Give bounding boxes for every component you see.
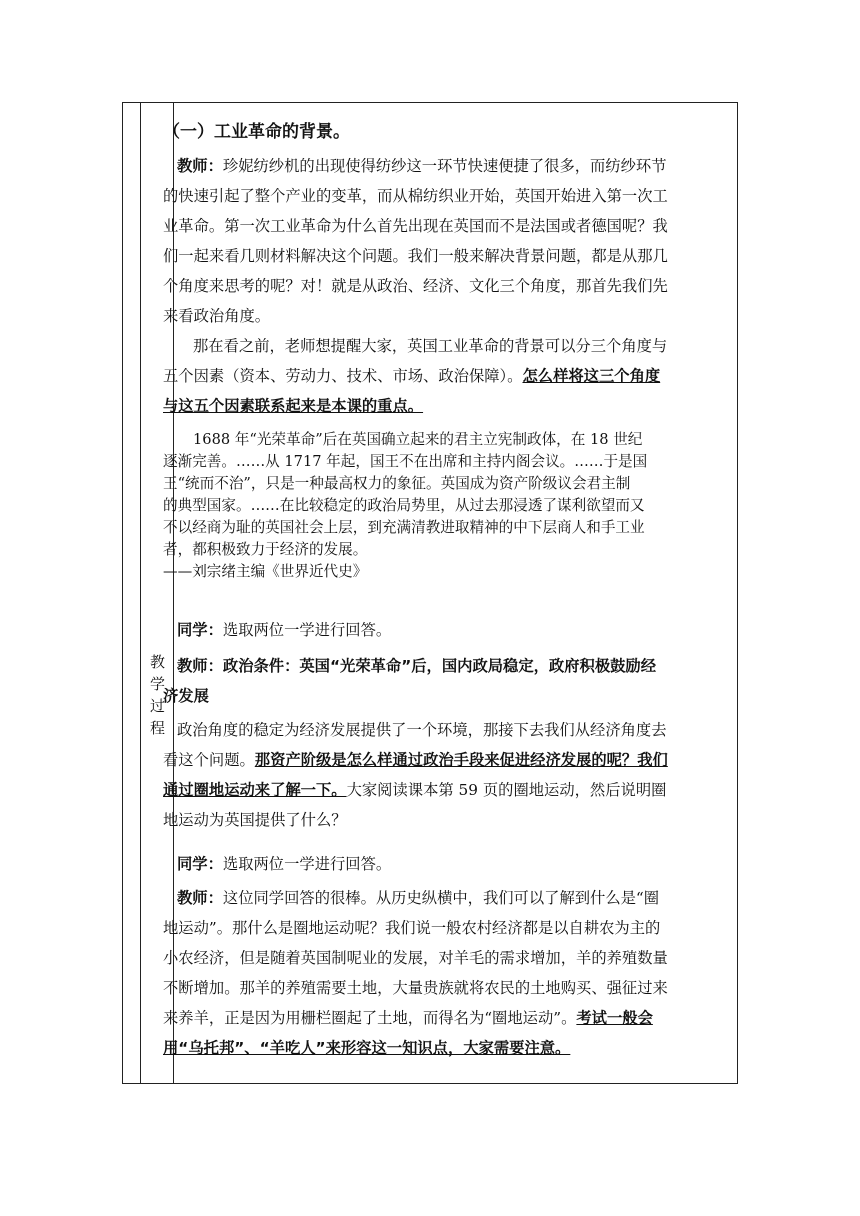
source-quote: 1688 年“光荣革命”后在英国确立起来的君主立宪制政体，在 18 世纪 逐渐完善。……从 1717 年起，国王不在出席和主持内阁会议。……于是国 王“统而不治”，只是一种最高权力的象征。英国成为资产阶级议会君主制 的典型国家。……在比较稳定的政治局势里，从过去那浸透了谋利欲望而又 不以经商为耻的英国社会上层，到充满清教进取精神的中下层商人和手工业 者，都积极致力于经济的发展。 ——刘宗绪主编《世界近代史》	[163, 429, 731, 583]
key-point-emphasis: 考试一般会	[576, 1009, 653, 1027]
key-point-emphasis: 那资产阶级是怎么样通过政治手段来促进经济发展的呢？我们	[254, 751, 668, 769]
teacher-paragraph-1: 教师：珍妮纺纱机的出现使得纺纱这一环节快速便捷了很多，而纺纱环节 的快速引起了整个产业的变革，而从棉纺织业开始，英国开始进入第一次工 业革命。第一次工业革命为什么首先出现在英国而不是法国或者德国呢？我 们一起来看几则材料解决这个问题。我们一般来解决背景问题，都是从那几 个角度来思考的呢？对！就是从政治、经济、文化三个角度，那首先我们先 来看政治角度。	[163, 157, 668, 325]
student-answer-2: 同学：选取两位一学进行回答。	[177, 855, 392, 873]
lesson-table	[122, 102, 738, 1084]
quote-source: ——刘宗绪主编《世界近代史》	[163, 563, 368, 580]
student-answer-1: 同学：选取两位一学进行回答。	[177, 621, 392, 639]
speaker-label: 教师：	[177, 889, 223, 907]
speaker-label: 同学：	[177, 855, 223, 873]
key-point-emphasis: 用“乌托邦”、“羊吃人”来形容这一知识点，大家需要注意。	[163, 1039, 571, 1057]
teacher-paragraph-3: 政治角度的稳定为经济发展提供了一个环境，那接下去我们从经济角度去 看这个问题。那资产阶级是怎么样通过政治手段来促进经济发展的呢？我们 通过圈地运动来了解一下。大家阅读课本第 59 页的圈地运动，然后说明圈 地运动为英国提供了什么？	[163, 721, 668, 829]
teacher-paragraph-2: 那在看之前，老师想提醒大家，英国工业革命的背景可以分三个角度与 五个因素（资本、劳动力、技术、市场、政治保障）。怎么样将这三个角度 与这五个因素联系起来是本课的重点。	[163, 337, 668, 415]
teacher-paragraph-4: 教师：这位同学回答的很棒。从历史纵横中，我们可以了解到什么是“圈 地运动”。那什么是圈地运动呢？我们说一般农村经济都是以自耕农为主的 小农经济，但是随着英国制呢业的发展，对羊毛的需求增加，羊的养殖数量 不断增加。那羊的养殖需要土地，大量贵族就将农民的土地购买、强征过来 来养羊，正是因为用栅栏圈起了土地，而得名为“圈地运动”。考试一般会 用“乌托邦”、“羊吃人”来形容这一知识点，大家需要注意。	[163, 889, 668, 1057]
section-title: （一）工业革命的背景。	[163, 122, 350, 142]
speaker-label: 同学：	[177, 621, 223, 639]
table-left-margin-column	[123, 103, 141, 1083]
row-label-teaching-process: 教 学 过 程	[149, 653, 165, 737]
key-point-emphasis: 怎么样将这三个角度	[522, 367, 661, 385]
speaker-label: 教师：	[177, 157, 223, 175]
key-point-emphasis: 与这五个因素联系起来是本课的重点。	[163, 397, 424, 415]
teacher-political-condition: 教师：政治条件：英国“光荣革命”后，国内政局稳定，政府积极鼓励经 济发展	[163, 657, 657, 705]
key-point-emphasis: 通过圈地运动来了解一下。	[163, 781, 347, 799]
